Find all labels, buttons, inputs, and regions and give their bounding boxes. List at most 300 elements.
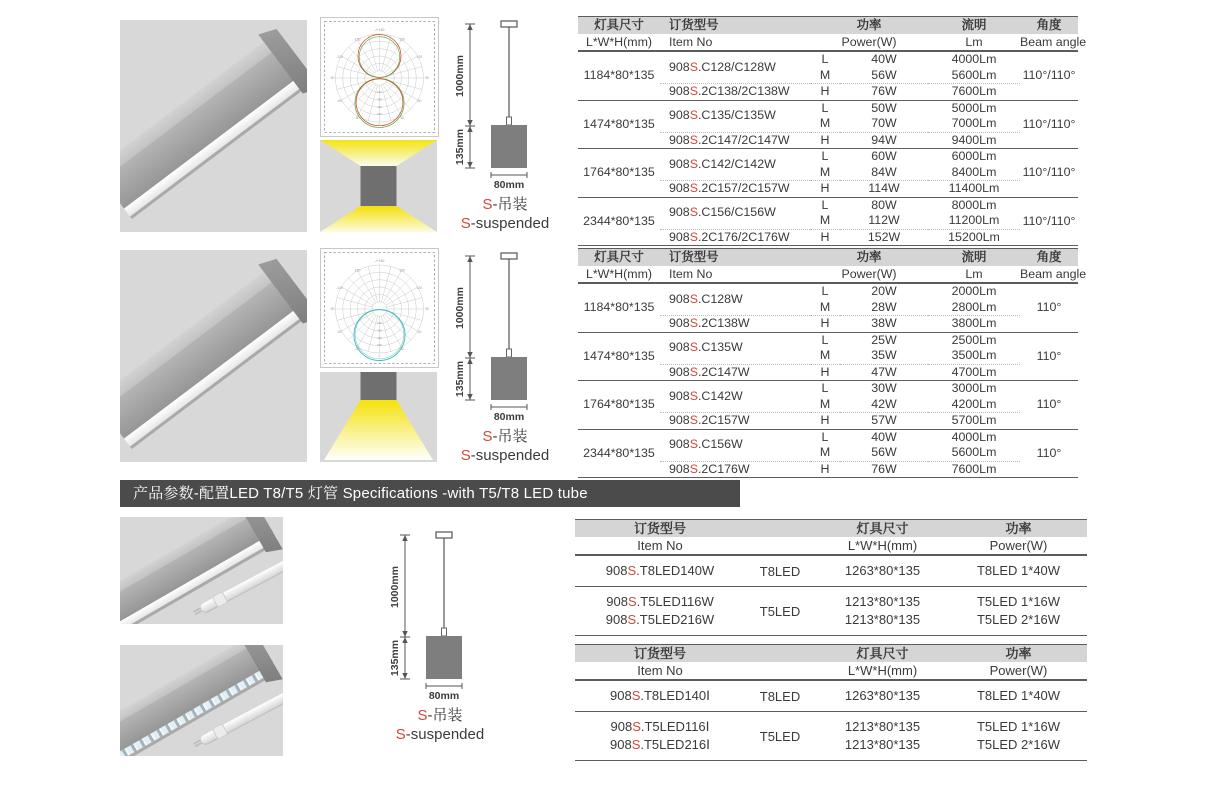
item-red: S (689, 291, 698, 306)
col-power-en: Power(W) (950, 662, 1087, 680)
body-height-label: 135mm (454, 360, 466, 398)
item-cell (660, 283, 810, 316)
spec-row-group (578, 381, 1078, 430)
polar-angle-label: -150 (353, 268, 361, 273)
polar-angle-label: 60 (417, 99, 422, 103)
updown-light-icon (320, 140, 437, 232)
item-rest: .2C138W (697, 316, 750, 330)
photometric-diagram-down (320, 248, 439, 368)
item-rest: .T8LED140Ⅰ (640, 688, 710, 703)
mount-label-en (450, 446, 560, 465)
item-base: 908 (669, 316, 690, 330)
width-label: 80mm (493, 179, 525, 190)
body-height-label: 135mm (454, 128, 466, 166)
fixture-render (120, 261, 307, 449)
power-cell: 94W (840, 132, 928, 149)
col-size-cn: 灯具尺寸 (578, 17, 660, 35)
lumen-cell: 2000Lm (928, 283, 1020, 300)
photometric-diagram-updown (320, 17, 439, 137)
item-base: 908 (669, 461, 690, 476)
item-red: S (689, 413, 698, 427)
mount-label-en (385, 725, 495, 744)
power-cell: 56W (871, 445, 897, 459)
mode-cell: H (810, 413, 840, 430)
spec-row-group (578, 429, 1078, 478)
mode-cell: H (810, 132, 840, 149)
power-cell: 40W (840, 429, 928, 445)
item-rest: .C135/C135W (697, 108, 776, 123)
mode-cell: M (819, 396, 831, 411)
mode-cell: H (810, 181, 840, 198)
item-red: S (689, 340, 698, 355)
item-red: S (689, 437, 698, 452)
mount-label-cn-text: -吊装 (492, 196, 528, 213)
item-rest: .C156W (697, 437, 743, 452)
mount-label-en-text: -suspended (405, 726, 485, 743)
col-item-en: Item No (575, 537, 745, 555)
mode-cell: L (810, 381, 840, 397)
angle-cell: 110° (1020, 283, 1078, 332)
col-size-cn: 灯具尺寸 (815, 645, 950, 663)
col-angle-cn: 角度 (1020, 17, 1078, 35)
col-angle-en: Beam angle (1020, 35, 1087, 49)
item-red: S (689, 229, 698, 244)
suspension-diagram-1 (450, 16, 560, 233)
table-row (575, 587, 1087, 636)
polar-angle-label: -90 (329, 307, 335, 311)
item-cell (660, 461, 810, 478)
col-power-cn: 功率 (810, 17, 928, 35)
table-row (575, 555, 1087, 587)
lumen-cell: 2500Lm (928, 332, 1020, 348)
size-cell: 1474*80*135 (578, 332, 660, 381)
item-red: S (689, 181, 698, 195)
item-cell (660, 429, 810, 461)
mode-cell: H (810, 364, 840, 381)
item-cell (660, 51, 810, 84)
mode-cell: H (810, 84, 840, 101)
mount-code: S (417, 707, 428, 724)
item-cell (660, 84, 810, 101)
mode-cell: L (810, 197, 840, 213)
tube-type-cell: T5LED (745, 587, 815, 636)
item-rest: .2C176W (697, 461, 750, 476)
product-photo-t5 (120, 645, 283, 756)
lumen-cell: 4200Lm (951, 396, 997, 411)
mount-code: S (460, 215, 471, 232)
angle-cell: 110°/110° (1020, 197, 1078, 246)
item-red: S (632, 719, 641, 734)
angle-cell: 110° (1020, 429, 1078, 478)
polar-angle-label: 0 (378, 123, 381, 127)
mount-code: S (460, 447, 471, 464)
polar-angle-label: 150 (399, 37, 405, 42)
tube-type-cell: T5LED (745, 712, 815, 761)
item-base: 908 (669, 291, 690, 306)
col-item-en: Item No (660, 34, 810, 51)
mount-code: S (482, 196, 493, 213)
angle-cell: 110°/110° (1020, 100, 1078, 149)
polar-angle-label: 120 (416, 286, 423, 290)
item-rest: .C142W (697, 388, 743, 403)
lumen-cell: 2800Lm (951, 299, 997, 314)
size-cell: 1764*80*135 (578, 381, 660, 430)
spec-row-group (578, 197, 1078, 246)
polar-angle-label: -60 (337, 99, 342, 103)
item-red: S (689, 388, 698, 403)
item-cell (660, 364, 810, 381)
col-power-cn: 功率 (950, 520, 1087, 538)
item-red: S (627, 563, 637, 578)
col-item-cn: 订货型号 (575, 645, 745, 663)
tube-spec-table-w (575, 519, 1087, 636)
size-cell: 1764*80*135 (578, 149, 660, 198)
power-cell: T8LED 1*40W (976, 563, 1061, 578)
tube-type-cell: T8LED (759, 688, 801, 704)
item-red: S (689, 59, 698, 74)
col-type-spacer (745, 537, 815, 555)
item-rest: .2C147/2C147W (697, 132, 790, 147)
col-item-en: Item No (575, 662, 745, 680)
table-header (575, 520, 1087, 556)
size-cell: 2344*80*135 (578, 429, 660, 478)
lumen-cell: 8400Lm (951, 164, 997, 179)
spec-row-group (578, 51, 1078, 100)
angle-cell: 110° (1020, 332, 1078, 381)
mode-cell: M (819, 445, 831, 459)
item-rest: .C128W (697, 291, 743, 306)
lumen-cell: 4700Lm (928, 364, 1020, 381)
power-cell: 35W (871, 348, 897, 362)
item-rest: .2C147W (697, 364, 750, 379)
lumen-cell: 3000Lm (928, 381, 1020, 397)
item-base: 908 (669, 181, 690, 195)
mount-code: S (482, 428, 493, 445)
angle-cell: 110° (1020, 381, 1078, 430)
item-base: 908 (669, 132, 690, 147)
lumen-cell: 6000Lm (928, 149, 1020, 165)
item-red: S (631, 688, 641, 703)
item-cell (660, 132, 810, 149)
col-lumen-cn: 流明 (928, 249, 1020, 267)
lumen-cell: 9400Lm (928, 132, 1020, 149)
item-cell (660, 316, 810, 333)
power-cell: 70W (871, 116, 897, 130)
mode-cell: L (810, 429, 840, 445)
col-size-en: L*W*H(mm) (578, 266, 660, 283)
item-base: 908 (669, 84, 690, 98)
item-cell (660, 197, 810, 229)
suspension-diagram-2 (450, 248, 560, 465)
item-base: 908 (669, 59, 690, 74)
lumen-cell: 7600Lm (928, 461, 1020, 478)
polar-angle-label: 60 (417, 330, 422, 334)
fixture-body-face (120, 271, 307, 438)
polar-angle-label: 30 (400, 116, 404, 120)
lumen-cell: 15200Lm (928, 229, 1020, 246)
table-row (575, 680, 1087, 712)
item-cell (575, 587, 745, 636)
col-lumen-en: Lm (928, 34, 1020, 51)
lumen-cell: 3500Lm (951, 348, 997, 362)
table-header (575, 645, 1087, 681)
item-rest: .T5LED116Ⅰ (640, 719, 710, 734)
angle-cell: 110°/110° (1020, 51, 1078, 100)
polar-scale-label: 300 (377, 97, 382, 102)
mode-cell: M (819, 213, 831, 227)
light-distribution-updown (320, 140, 437, 232)
lumen-cell: 7000Lm (951, 116, 997, 130)
width-label: 80mm (493, 411, 525, 422)
power-cell: 60W (840, 149, 928, 165)
size-cell: 1184*80*135 (578, 283, 660, 332)
size-cell: 1263*80*135 (844, 563, 921, 578)
suspension-drawing (450, 248, 560, 422)
item-rest: .T8LED140W (636, 563, 715, 578)
item-red: S (627, 612, 637, 627)
spec-row-group (578, 100, 1078, 149)
power-cell: 76W (840, 84, 928, 101)
section-banner: 产品参数-配置LED T8/T5 灯管 Specifications -with T5/T8 LED tube (120, 480, 740, 507)
lumen-cell: 5600Lm (951, 67, 997, 82)
item-base: 908 (669, 413, 690, 427)
drop-length-label: 1000mm (454, 286, 466, 330)
suspension-diagram-3 (385, 527, 495, 744)
item-base: 908 (605, 612, 628, 627)
item-base: 908 (605, 563, 628, 578)
mode-cell: L (810, 100, 840, 116)
lumen-cell: 5000Lm (928, 100, 1020, 116)
item-base: 908 (669, 340, 690, 355)
polar-scale-label: 150 (377, 321, 382, 325)
mode-cell: H (810, 316, 840, 333)
power-cell: 56W (871, 67, 897, 82)
item-red: S (627, 594, 637, 609)
power-cell: 42W (871, 396, 897, 411)
mount-label-cn-text: -吊装 (492, 428, 528, 445)
item-red: S (689, 108, 698, 123)
polar-angle-label: -30 (354, 116, 360, 120)
size-cell: 1474*80*135 (578, 100, 660, 149)
item-cell (660, 149, 810, 181)
col-power-cn: 功率 (810, 249, 928, 267)
lumen-cell: 11400Lm (928, 181, 1020, 198)
item-rest: .T5LED216Ⅰ (640, 737, 710, 752)
power-cell: T5LED 1*16W T5LED 2*16W (950, 587, 1087, 636)
item-rest: .C142/C142W (697, 156, 776, 171)
lumen-cell: 7600Lm (928, 84, 1020, 101)
polar-angle-label: -120 (336, 55, 343, 59)
tube-spec-table-i (575, 644, 1087, 761)
polar-plot (321, 249, 438, 367)
col-item-cn: 订货型号 (575, 520, 745, 538)
item-red: S (689, 364, 698, 379)
product-photo-down (120, 250, 307, 462)
item-rest: .C156/C156W (697, 205, 776, 220)
item-base: 908 (669, 108, 690, 123)
mount-label-en (450, 214, 560, 233)
mount-label-cn-text: -吊装 (427, 707, 463, 724)
mode-cell: L (810, 149, 840, 165)
polar-scale-label: 150 (377, 90, 382, 94)
item-base: 908 (610, 688, 632, 703)
col-item-cn: 订货型号 (660, 249, 810, 267)
spec-table-down (578, 248, 1087, 478)
polar-angle-label: -/+180 (374, 259, 385, 263)
item-cell (575, 680, 745, 712)
power-cell: 57W (840, 413, 928, 430)
suspension-drawing (450, 16, 560, 190)
polar-scale-label: 600 (377, 112, 382, 117)
mode-cell: L (810, 283, 840, 300)
power-cell: 152W (840, 229, 928, 246)
item-base: 908 (669, 205, 690, 220)
tube-cap (213, 724, 227, 738)
col-power-en: Power(W) (950, 537, 1087, 555)
item-red: S (689, 84, 698, 98)
item-rest: .2C157W (697, 413, 750, 427)
angle-cell: 110°/110° (1020, 149, 1078, 198)
product-photo-updown (120, 20, 307, 232)
col-size-cn: 灯具尺寸 (578, 249, 660, 267)
mount-label-cn (450, 195, 560, 214)
col-power-cn: 功率 (950, 645, 1087, 663)
col-size-cn: 灯具尺寸 (815, 520, 950, 538)
item-cell (575, 712, 745, 761)
power-cell: 84W (871, 164, 897, 179)
col-lumen-en: Lm (928, 266, 1020, 283)
polar-angle-label: -/+180 (374, 28, 385, 32)
lumen-cell: 8000Lm (928, 197, 1020, 213)
power-cell: 40W (840, 51, 928, 68)
item-base: 908 (669, 364, 690, 379)
size-cell: 1213*80*135 1213*80*135 (815, 712, 950, 761)
mount-label-cn (385, 706, 495, 725)
spec-row-group (578, 149, 1078, 198)
item-rest: .C128/C128W (697, 59, 776, 74)
item-rest: .2C176/2C176W (697, 229, 790, 244)
lumen-cell: 4000Lm (928, 51, 1020, 68)
col-angle-en: Beam angle (1020, 267, 1087, 281)
suspension-drawing (385, 527, 495, 701)
mount-label-en-text: -suspended (470, 215, 550, 232)
item-base: 908 (610, 719, 633, 734)
item-base: 908 (669, 156, 690, 171)
polar-angle-label: 0 (378, 354, 381, 358)
fixture-render (120, 31, 307, 219)
col-power-en: Power(W) (810, 34, 928, 51)
polar-angle-label: 90 (425, 76, 429, 80)
power-cell: 30W (840, 381, 928, 397)
col-angle-cn: 角度 (1020, 249, 1078, 267)
col-size-en: L*W*H(mm) (815, 537, 950, 555)
mode-cell: M (819, 67, 831, 82)
table-row (575, 712, 1087, 761)
power-cell: 80W (840, 197, 928, 213)
drop-length-label: 1000mm (454, 54, 466, 98)
item-base: 908 (610, 737, 632, 752)
drop-length-label: 1000mm (389, 565, 401, 609)
product-photo-t8 (120, 517, 283, 624)
size-cell: 1213*80*135 1213*80*135 (815, 587, 950, 636)
size-cell: 1263*80*135 (844, 688, 921, 703)
polar-scale-label: 450 (377, 104, 382, 109)
power-cell: 76W (840, 461, 928, 478)
item-base: 908 (669, 388, 690, 403)
col-type-spacer (745, 645, 815, 663)
polar-angle-label: 90 (425, 307, 429, 311)
power-cell: 25W (840, 332, 928, 348)
item-cell (575, 555, 745, 587)
item-rest: .T5LED116W (636, 594, 714, 609)
lumen-cell: 4000Lm (928, 429, 1020, 445)
col-type-spacer (745, 520, 815, 538)
col-size-en: L*W*H(mm) (578, 34, 660, 51)
light-distribution-down (320, 372, 437, 462)
tube-cap (213, 592, 227, 606)
width-label: 80mm (428, 690, 460, 701)
polar-scale-label: 300 (377, 328, 382, 333)
mount-label-en-text: -suspended (470, 447, 550, 464)
fixture-body-face (120, 41, 307, 208)
item-base: 908 (669, 437, 690, 452)
item-red: S (689, 132, 698, 147)
table-header (578, 17, 1087, 52)
table-header (578, 249, 1087, 284)
item-rest: .2C157/2C157W (697, 181, 790, 195)
tube-type-cell: T8LED (759, 563, 801, 579)
item-rest: .2C138/2C138W (697, 84, 790, 98)
power-cell: 47W (840, 364, 928, 381)
item-red: S (689, 316, 698, 330)
power-cell: 20W (840, 283, 928, 300)
item-cell (660, 100, 810, 132)
mode-cell: H (810, 461, 840, 478)
mode-cell: M (819, 164, 831, 179)
col-lumen-cn: 流明 (928, 17, 1020, 35)
polar-angle-label: -60 (337, 330, 342, 334)
mode-cell: H (810, 229, 840, 246)
col-size-en: L*W*H(mm) (815, 662, 950, 680)
item-red: S (689, 205, 698, 220)
polar-scale-label: 450 (377, 335, 382, 340)
spec-row-group (578, 332, 1078, 381)
size-cell: 2344*80*135 (578, 197, 660, 246)
power-cell: T8LED 1*40W (976, 688, 1061, 703)
power-cell: T5LED 1*16W T5LED 2*16W (950, 712, 1087, 761)
polar-angle-label: -30 (354, 347, 360, 351)
power-cell: 38W (840, 316, 928, 333)
item-cell (660, 413, 810, 430)
mount-code: S (395, 726, 406, 743)
mode-cell: L (810, 51, 840, 68)
polar-angle-label: 30 (400, 347, 404, 351)
polar-scale-label: 600 (377, 343, 382, 348)
col-type-spacer (745, 662, 815, 680)
mode-cell: M (819, 116, 831, 130)
down-light-icon (320, 372, 437, 462)
lumen-cell: 5700Lm (928, 413, 1020, 430)
col-item-cn: 订货型号 (660, 17, 810, 35)
size-cell: 1184*80*135 (578, 51, 660, 100)
item-cell (660, 181, 810, 198)
mode-cell: M (819, 348, 831, 362)
spec-table-updown (578, 16, 1087, 246)
mode-cell: L (810, 332, 840, 348)
item-base: 908 (606, 594, 628, 609)
polar-angle-label: -150 (353, 37, 361, 42)
item-cell (660, 229, 810, 246)
